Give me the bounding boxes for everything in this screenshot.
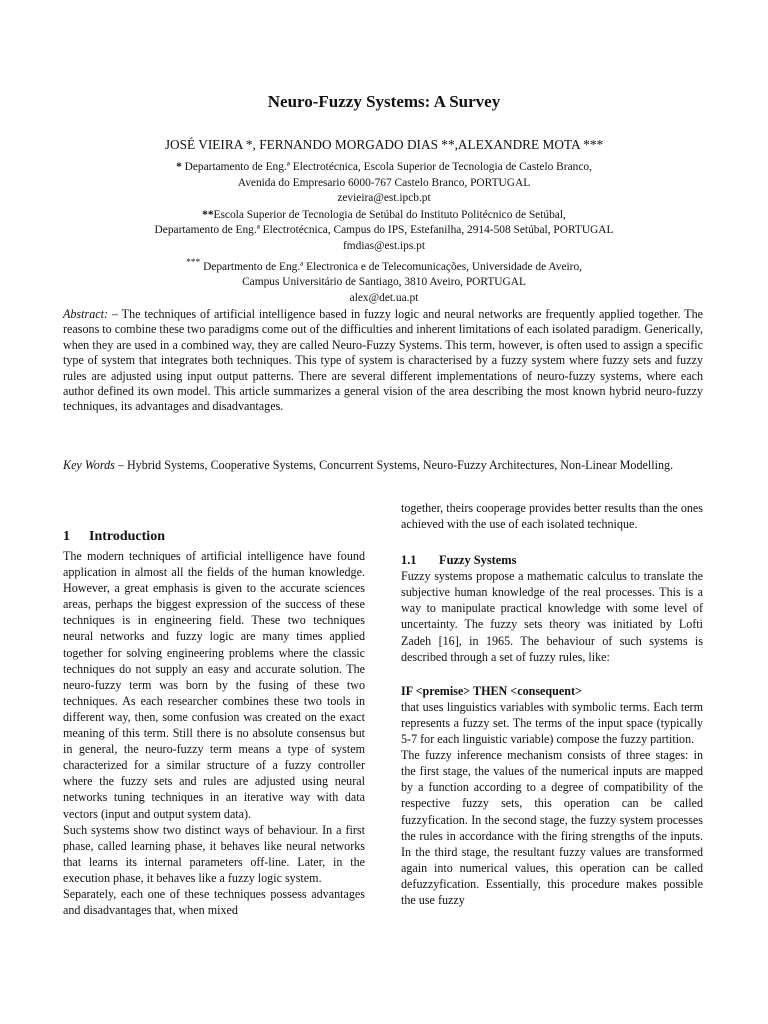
subsection-heading-fuzzy-systems xyxy=(401,552,703,568)
section-heading-introduction xyxy=(63,528,365,546)
affiliation-line: Avenida do Empresario 6000-767 Castelo Branco, PORTUGAL xyxy=(237,176,531,189)
fuzzy-rule-template: IF <premise> THEN <consequent> xyxy=(401,683,582,698)
author-list: JOSÉ VIEIRA *, FERNANDO MORGADO DIAS **,ALEXANDRE MOTA *** xyxy=(164,137,604,152)
affiliation-3 xyxy=(0,256,768,307)
affiliation-line: Departamento de Eng.ª Electrotécnica, Escola Superior de Tecnologia de Castelo Branco, xyxy=(184,161,592,173)
paper-title: Neuro-Fuzzy Systems: A Survey xyxy=(267,92,501,111)
fuzzy-paragraph-1: Fuzzy systems propose a mathematic calculus to translate the subjective human knowledge of the real processes. This is a way to manipulate practical knowledge with some level of uncertainty. The fuzzy sets theory was initiated by Lofti Zadeh [16], in 1965. The behaviour of such systems is described through a set of fuzzy rules, like: xyxy=(401,569,703,664)
affiliation-mark: * xyxy=(176,161,182,173)
section-title: Introduction xyxy=(89,529,165,544)
fuzzy-paragraph-3: The fuzzy inference mechanism consists of three stages: in the first stage, the values of the numerical inputs are mapped by a function according to a degree of compatibility of the respective fuzzy sets, this operation can be called fuzzyfication. In the second stage, the fuzzy system processes the rules in accordance with the firing strengths of the inputs. In the third stage, the resultant fuzzy values are transformed again into numerical values, this operation can be called defuzzyfication. Essentially, this procedure makes possible the use fuzzy xyxy=(401,748,703,907)
intro-paragraph-3 xyxy=(63,886,365,918)
abstract-text: – The techniques of artificial intelligence based in fuzzy logic and neural networks are frequently applied together. The reasons to combine these two paradigms come out of the difficulties and inherent limitations of each isolated paradigm. Generically, when they are used in a combined way, they are called Neuro-Fuzzy Systems. This term, however, is often used to assign a specific type of system that integrates both techniques. This type of system is characterised by a fuzzy system where fuzzy sets and fuzzy rules are adjusted using input output patterns. There are several different implementations of neuro-fuzzy systems, where each author defined its own model. This article summarizes a general vision of the area describing the most known hybrid neuro-fuzzy techniques, its advantages and disadvantages. xyxy=(63,307,703,414)
subsection-number: 1.1 xyxy=(401,553,417,568)
affiliation-line: Campus Universitário de Santiago, 3810 Aveiro, PORTUGAL xyxy=(242,275,526,288)
affiliation-email: alex@det.ua.pt xyxy=(349,291,419,304)
affiliation-email: zevieira@est.ipcb.pt xyxy=(337,192,431,205)
left-column xyxy=(63,528,365,918)
affiliation-2 xyxy=(0,208,768,255)
keywords-label: Key Words xyxy=(63,458,115,472)
intro-paragraph-3-text: Separately, each one of these techniques possess advantages and disadvantages that, when mixed xyxy=(63,886,365,918)
affiliation-mark: *** xyxy=(185,257,201,268)
section-number: 1 xyxy=(63,529,70,544)
affiliation-mark: ** xyxy=(202,208,214,221)
affiliation-email: fmdias@est.ips.pt xyxy=(343,239,425,252)
affiliation-line: Departamento de Eng.ª Electrotécnica, Campus do IPS, Estefanilha, 2914-508 Setúbal, PORTUGAL xyxy=(154,224,614,237)
affiliation-1 xyxy=(0,160,768,207)
right-column xyxy=(401,500,703,908)
abstract-label: Abstract: xyxy=(63,307,109,321)
affiliation-line: Escola Superior de Tecnologia de Setúbal do Instituto Politécnico de Setúbal, xyxy=(213,208,566,221)
intro-paragraph-3-continued xyxy=(401,500,703,532)
abstract xyxy=(63,307,703,415)
keywords-text: – Hybrid Systems, Cooperative Systems, Concurrent Systems, Neuro-Fuzzy Architectures, Non-Linear Modelling. xyxy=(114,458,674,472)
affiliation-line: Departmento de Eng.ª Electronica e de Telecomunicações, Universidade de Aveiro, xyxy=(203,260,583,273)
fuzzy-paragraph-2: that uses linguistics variables with symbolic terms. Each term represents a fuzzy set. The terms of the input space (typically 5-7 for each linguistic variable) compose the fuzzy partition. xyxy=(401,699,703,747)
intro-paragraph-2: Such systems show two distinct ways of behaviour. In a first phase, called learning phase, it behaves like neural networks that learns its internal parameters off-line. Later, in the execution phase, it behaves like a fuzzy logic system. xyxy=(63,822,365,885)
affiliations xyxy=(0,160,768,307)
subsection-title: Fuzzy Systems xyxy=(439,553,517,568)
intro-paragraph-1: The modern techniques of artificial intelligence have found application in almost all the fields of the human knowledge. However, a great emphasis is given to the accurate sciences areas, perhaps the biggest expression of the success of these techniques is in engineering field. These two techniques neural networks and fuzzy logic are many times applied together for solving engineering problems where the classic techniques do not supply an easy and accurate solution. The neuro-fuzzy term was born by the fusing of these two techniques. As each researcher combines these two tools in different way, then, some confusion was created on the exact meaning of this term. Still there is no absolute consensus but in general, the neuro-fuzzy term means a type of system characterized for a similar structure of a fuzzy controller where the fuzzy sets and rules are adjusted using neural networks tuning techniques in an iterative way with data vectors (input and output system data). xyxy=(63,549,365,821)
keywords xyxy=(63,458,703,473)
intro-paragraph-3-continued-text: together, theirs cooperage provides better results than the ones achieved with the use of each isolated technique. xyxy=(401,501,703,532)
